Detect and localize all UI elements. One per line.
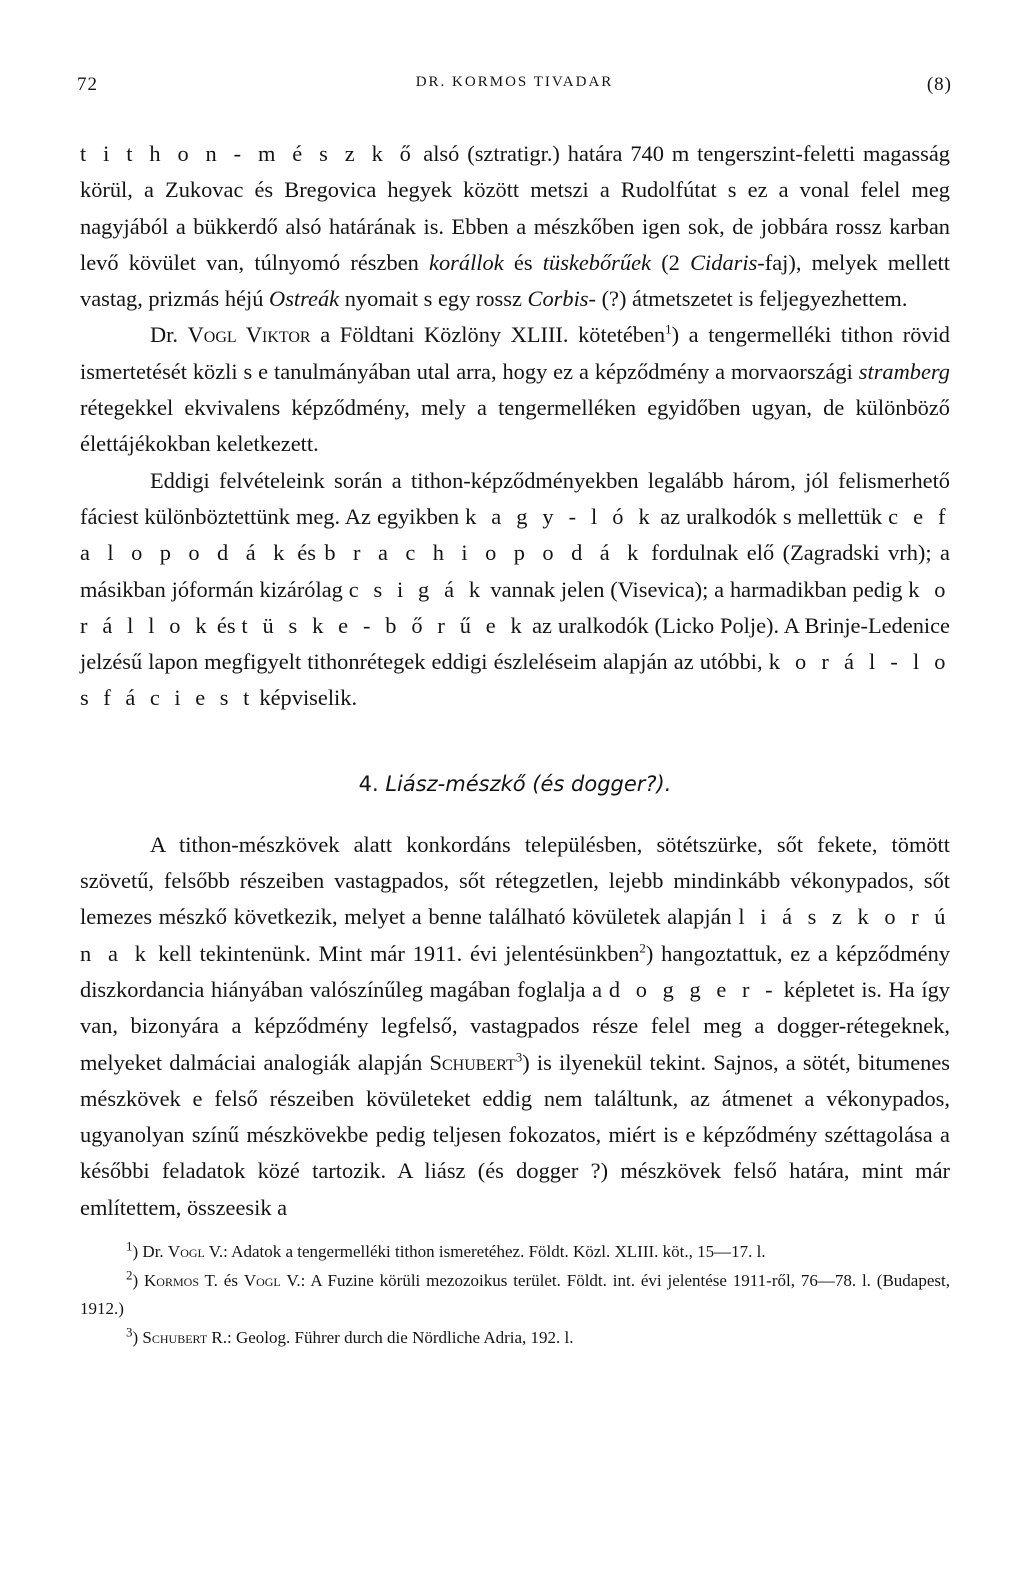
- text-run: (?) átmetszetet is feljegyezhettem.: [595, 286, 908, 312]
- text-run: és: [503, 249, 543, 275]
- footnote-ref: 1: [665, 322, 672, 338]
- text-run: és: [211, 612, 242, 638]
- section-heading-title: Liász-mészkő (és dogger?).: [385, 771, 672, 796]
- text-run: : A Fuzine körüli mezozoikus terület. Földt. int. évi jelentése 1911-ről, 76—78. l. (Budapest, 1912.): [80, 1270, 950, 1319]
- text-run: ) Dr.: [132, 1242, 168, 1262]
- page-body: [80, 136, 950, 1352]
- author-name: Schubert: [429, 1049, 516, 1075]
- paragraph-vogl-reference: [80, 317, 950, 462]
- italic-term: stramberg: [858, 358, 950, 384]
- text-run: -faj), melyek mellett vastag, prizmás héjú: [80, 249, 950, 312]
- italic-term: tüskebőrűek: [542, 249, 651, 275]
- text-run: Eddigi felvételeink során a tithon-képződményekben legalább három, jól felismerhető fáciest különböztettünk meg. Az egyikben: [80, 467, 950, 529]
- text-run: (2: [650, 249, 691, 275]
- spaced-term: c e f a l o p o d á k: [80, 503, 950, 566]
- text-run: ): [132, 1270, 145, 1290]
- text-run: rétegekkel ekvivalens képződmény, mely a tengermelléken egyidőben ugyan, de különböző élettájékokban keletkezett.: [80, 395, 950, 457]
- text-run: vannak jelen (Visevica); a harmadikban pedig: [484, 576, 909, 602]
- text-run: : Adatok a tengermelléki tithon ismeretéhez. Földt. Közl. XLIII. köt., 15—17. l.: [223, 1242, 766, 1262]
- spaced-term: k o r á l - l o s f á c i e s t: [80, 649, 951, 711]
- spaced-term: t i t h o n - m é s z k ő: [80, 141, 416, 166]
- italic-term: Ostreák: [269, 286, 340, 312]
- spaced-term: b r a c h i o p o d á k: [324, 540, 643, 566]
- spaced-term: k a g y - l ó k: [465, 503, 655, 529]
- footnote-ref: 3: [515, 1049, 523, 1065]
- text-run: ) hangoztattuk, ez a képződmény diszkordancia hiányában valószínűleg magában foglalja a: [80, 940, 951, 1002]
- text-run: és: [217, 1270, 244, 1290]
- footnote-number: 2: [126, 1266, 133, 1282]
- spaced-term: t ü s k e - b ő r ű e k: [241, 612, 527, 638]
- spaced-term: l i á s z k o r ú n a k: [80, 904, 950, 966]
- paragraph-facies: [80, 463, 950, 717]
- running-title: DR. KORMOS TIVADAR: [415, 74, 614, 90]
- footnote-3: [80, 1324, 950, 1353]
- footnote-ref: 2: [639, 940, 646, 956]
- page-header: [77, 74, 952, 104]
- footnote-2: [80, 1267, 950, 1324]
- footnote-number: 1: [126, 1238, 133, 1254]
- text-run: az uralkodók s mellettük: [654, 503, 889, 529]
- text-run: ) a tengermelléki tithon rövid ismertetését közli s e tanulmányában utal arra, hogy ez a képződmény a morvaországi: [80, 322, 951, 384]
- text-run: a Földtani Közlöny XLIII. kötetében: [310, 322, 666, 348]
- footnote-number: 3: [126, 1323, 133, 1339]
- text-run: és: [288, 540, 325, 566]
- author-name: Schubert R.: [142, 1327, 227, 1347]
- author-name: Vogl Viktor: [187, 322, 311, 348]
- author-name: Kormos T.: [144, 1270, 218, 1290]
- spaced-term: k o r á l l o k: [80, 576, 950, 638]
- section-heading: [80, 769, 950, 799]
- text-run: képviselik.: [253, 685, 358, 711]
- spaced-term: d o g g e r -: [608, 976, 778, 1002]
- text-run: ) is ilyenekül tekint. Sajnos, a sötét, bitumenes mészkövek e felső részeiben kövületeket eddig nem találtunk, az átmenet a vékonypados, ugyanolyan színű mészkövekbe pedig teljesen fokozatos, miért is e képződmény széttagolása a későbbi feladatok közé tartozik. A liász (és dogger ?) mészkövek felső határa, mint már említettem, összeesik a: [80, 1049, 950, 1220]
- text-run: ): [132, 1327, 143, 1347]
- paragraph-tithon-limestone: [80, 136, 950, 317]
- text-run: fordulnak elő (Zagradski vrh); a másikban jóformán kizárólag: [80, 540, 950, 602]
- footnote-1: [80, 1238, 950, 1267]
- footnotes: [80, 1238, 950, 1352]
- text-run: A tithon-mészkövek alatt konkordáns településben, sötétszürke, sőt fekete, tömött szövetű, felsőbb részeiben vastagpados, sőt rétegzetlen, lejebb mindinkább vékonypados, sőt lemezes mészkő következik, melyet a benne található kövületek alapján: [80, 831, 950, 930]
- spaced-term: c s i g á k: [348, 576, 485, 602]
- italic-term: Cidaris: [690, 249, 758, 275]
- text-run: nyomait s egy rossz: [339, 286, 528, 312]
- author-name: Vogl V.: [243, 1270, 301, 1290]
- text-run: Dr.: [150, 322, 188, 348]
- author-name: Vogl V.: [167, 1242, 224, 1262]
- section-number: (8): [926, 74, 952, 95]
- text-run: az uralkodók (Licko Polje). A Brinje-Ledenice jelzésű lapon megfigyelt tithonrétegek eddigi észleléseim alapján az utóbbi,: [80, 612, 950, 675]
- section-heading-number: 4.: [358, 771, 379, 796]
- page-number: 72: [77, 74, 98, 95]
- text-run: alsó (sztratigr.) határa 740 m tengerszint-feletti magasság körül, a Zukovac és Bregovica hegyek között metszi a Rudolfútat s ez a vonal felel meg nagyjából a bükkerdő alsó határának is. Ebben a mészkőben igen sok, de jobbára rossz karban levő kövület van, túlnyomó részben: [80, 141, 950, 275]
- text-run: : Geolog. Führer durch die Nördliche Adria, 192. l.: [227, 1327, 574, 1347]
- text-run: képletet is. Ha így van, bizonyára a képződmény legfelső, vastagpados része felel meg a dogger-rétegeknek, melyeket dalmáciai analogiák alapján: [80, 976, 950, 1075]
- italic-term: korállok: [429, 249, 504, 275]
- italic-term: Corbis-: [527, 286, 596, 312]
- paragraph-lias-limestone: [80, 827, 950, 1226]
- text-run: kell tekintenünk. Mint már 1911. évi jelentésünkben: [150, 940, 640, 966]
